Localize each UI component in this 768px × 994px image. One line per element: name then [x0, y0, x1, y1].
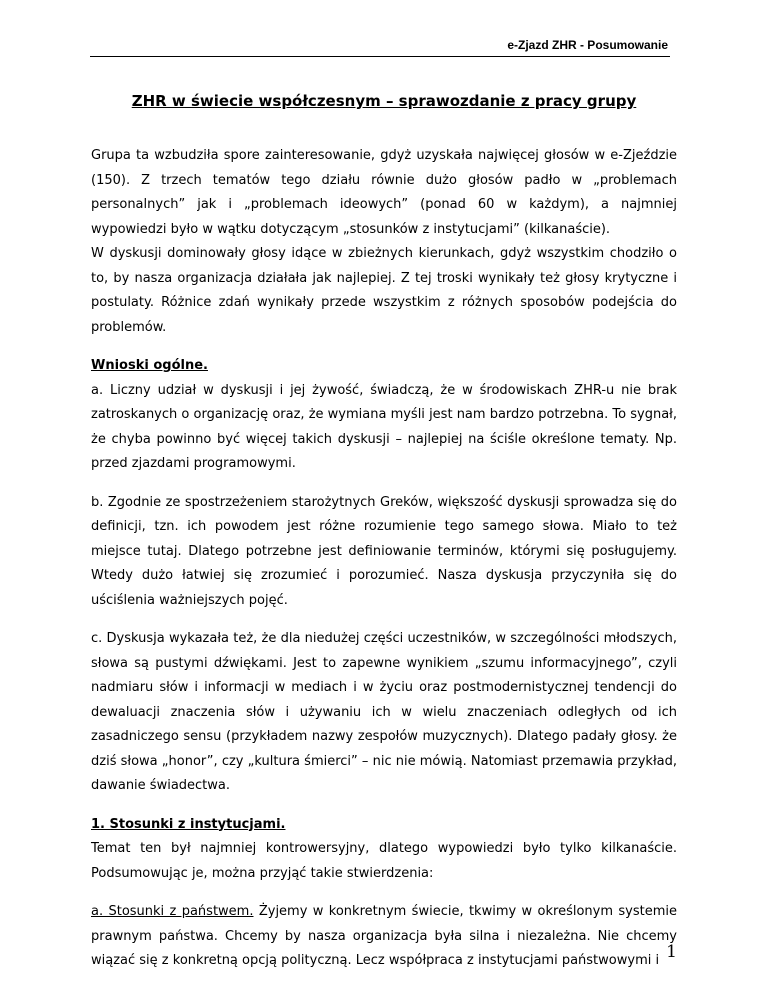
intro-paragraph-2: W dyskusji dominowały głosy idące w zbieżnych kierunkach, gdyż wszystkim chodziło o to, by nasza organizacja działała jak najlepiej. Z tej troski wynikały też głosy krytyczne i postulaty. Różnice zdań wynikały przede wszystkim z różnych sposobów podejścia do problemów. [91, 246, 677, 335]
header-divider [90, 56, 670, 57]
general-conclusion-c: c. Dyskusja wykazała też, że dla niedużej części uczestników, w szczególności młodszych, słowa są pustymi dźwiękami. Jest to zapewne wynikiem „szumu informacyjnego”, czyli nadmiaru słów i informacji w mediach i w życiu oraz postmodernistycznej tendencji do dewaluacji znaczenia słów i używaniu ich w wielu znaczeniach odległych od ich zasadniczego sensu (przykładem nazwy zespołów muzycznych). Dlatego padały głosy. że dziś słowa „honor”, czy „kultura śmierci” – nic nie mówią. Natomiast przemawia przykład, dawanie świadectwa. [91, 631, 677, 793]
general-conclusion-b: b. Zgodnie ze spostrzeżeniem starożytnych Greków, większość dyskusji sprowadza się do definicji, tzn. ich powodem jest różne rozumienie tego samego słowa. Miało to też miejsce tutaj. Dlatego potrzebne jest definiowanie terminów, którymi się posługujemy. Wtedy dużo łatwiej się zrozumieć i porozumieć. Nasza dyskusja przyczyniła się do uściślenia ważniejszych pojęć. [91, 494, 677, 608]
running-header: e-Zjazd ZHR - Posumowanie [507, 38, 668, 52]
intro-paragraph-1: Grupa ta wzbudziła spore zainteresowanie, gdyż uzyskała najwięcej głosów w e-Zjeździe (150). Z trzech tematów tego działu równie dużo głosów padło w „problemach personalnych” jak i „problemach ideowych” (ponad 60 w każdym), a najmniej wypowiedzi było w wątku dotyczącym „stosunków z instytucjami” (kilkanaście). [91, 148, 677, 237]
state-relations-label: a. Stosunki z państwem. [91, 904, 254, 919]
institutions-state-paragraph [91, 900, 677, 974]
general-conclusions-heading: Wnioski ogólne. [91, 358, 208, 373]
institutions-intro: Temat ten był najmniej kontrowersyjny, dlatego wypowiedzi było tylko kilkanaście. Podsumowując je, można przyjąć takie stwierdzenia: [91, 841, 677, 881]
document-title: ZHR w świecie współczesnym – sprawozdanie z pracy grupy [131, 92, 637, 110]
institutions-heading: 1. Stosunki z instytucjami. [91, 816, 286, 832]
page-number: 1 [666, 942, 677, 962]
state-relations-text: Żyjemy w konkretnym świecie, tkwimy w określonym systemie prawnym państwa. Chcemy by nasza organizacja była silna i niezależna. Nie chcemy wiązać się z konkretną opcją polityczną. Lecz współpraca z instytucjami państwowymi i [91, 904, 677, 968]
general-conclusion-a: a. Liczny udział w dyskusji i jej żywość, świadczą, że w środowiskach ZHR-u nie brak zatroskanych o organizację oraz, że wymiana myśli jest nam bardzo potrzebna. To sygnał, że chyba powinno być więcej takich dyskusji – najlepiej na ściśle określone tematy. Np. przed zjazdami programowymi. [91, 382, 677, 471]
document-body [91, 92, 677, 988]
